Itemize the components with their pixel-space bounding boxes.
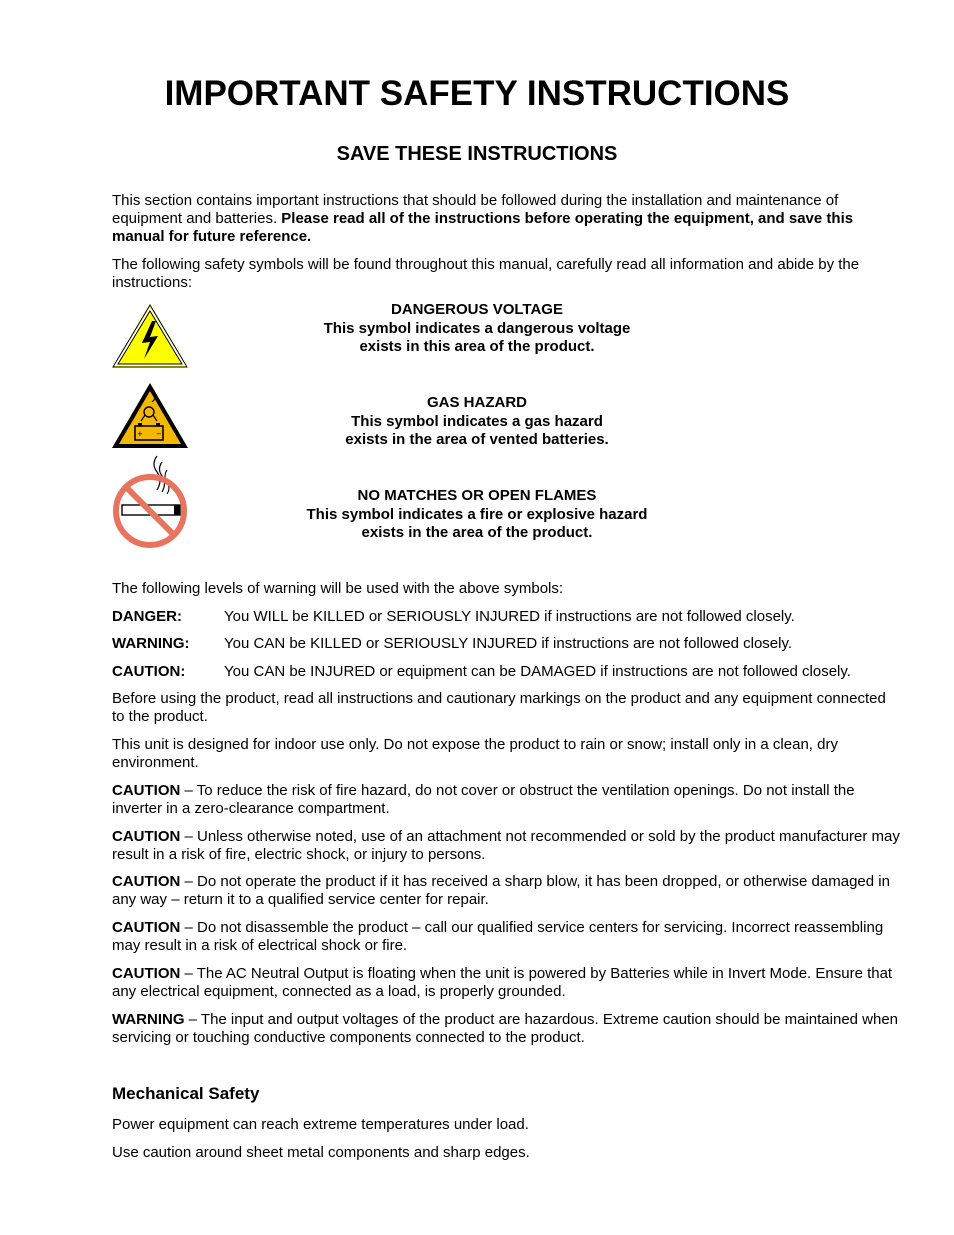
caution-paragraph (112, 782, 902, 818)
symbol-line: This symbol indicates a fire or explosive hazard (306, 505, 648, 523)
paragraph-text: – Unless otherwise noted, use of an attachment not recommended or sold by the product manufacturer may result in a risk of fire, electric shock, or injury to persons. (112, 828, 900, 863)
mechanical-paragraph: Power equipment can reach extreme temperatures under load. (112, 1116, 529, 1133)
paragraph-text: – The input and output voltages of the product are hazardous. Extreme caution should be maintained when servicing or touching conductive components connected to the product. (112, 1011, 899, 1046)
symbol-title: NO MATCHES OR OPEN FLAMES (357, 487, 597, 504)
gas-hazard-icon (112, 382, 190, 455)
intro-paragraph (112, 192, 902, 246)
mechanical-safety-heading: Mechanical Safety (112, 1084, 260, 1103)
paragraph-text: This unit is designed for indoor use only. Do not expose the product to rain or snow; install only in a clean, dry environment. (112, 736, 838, 771)
symbol-line: exists in this area of the product. (359, 338, 595, 355)
no-smoking-icon (112, 452, 190, 557)
symbol-line: This symbol indicates a gas hazard (351, 412, 603, 430)
intro-bold: Please read all of the instructions before operating the equipment, and save this manual for future reference. (112, 210, 854, 245)
caution-lead: CAUTION (112, 873, 181, 890)
level-text: You WILL be KILLED or SERIOUSLY INJURED if instructions are not followed closely. (224, 608, 795, 625)
mechanical-paragraph: Use caution around sheet metal components and sharp edges. (112, 1144, 530, 1161)
symbol-dangerous-voltage (242, 301, 712, 357)
level-caution (112, 663, 902, 681)
intro-text: This section contains important instructions that should be followed during the installation and maintenance of equipment and batteries. (112, 192, 839, 227)
caution-lead: CAUTION (112, 828, 181, 845)
page-title: IMPORTANT SAFETY INSTRUCTIONS (164, 74, 790, 113)
symbol-line: This symbol indicates a dangerous voltage (323, 319, 631, 337)
symbol-line: exists in the area of the product. (361, 524, 593, 541)
high-voltage-warning-icon (112, 303, 190, 374)
paragraph (112, 736, 902, 772)
caution-paragraph (112, 965, 902, 1001)
level-key: CAUTION: (112, 663, 186, 680)
level-warning (112, 635, 902, 653)
paragraph-text: Before using the product, read all instructions and cautionary markings on the product and any equipment connected to the product. (112, 690, 886, 725)
level-key: DANGER: (112, 608, 182, 625)
symbols-intro: The following safety symbols will be found throughout this manual, carefully read all information and abide by the instructions: (112, 256, 860, 291)
caution-paragraph (112, 919, 902, 955)
paragraph-text: – To reduce the risk of fire hazard, do not cover or obstruct the ventilation openings. Do not install the inverter in a zero-clearance compartment. (112, 782, 855, 817)
paragraph (112, 690, 902, 726)
level-key: WARNING: (112, 635, 190, 652)
paragraph-text: – Do not disassemble the product – call our qualified service centers for servicing. Incorrect reassembling may result in a risk of electrical shock or fire. (112, 919, 884, 954)
level-danger (112, 608, 902, 626)
level-text: You CAN be INJURED or equipment can be DAMAGED if instructions are not followed closely. (224, 663, 851, 680)
caution-lead: CAUTION (112, 965, 181, 982)
warning-lead: WARNING (112, 1011, 185, 1028)
paragraph-text: – Do not operate the product if it has received a sharp blow, it has been dropped, or otherwise damaged in any way – return it to a qualified service center for repair. (112, 873, 890, 908)
symbol-no-matches (242, 487, 712, 543)
symbol-gas-hazard (242, 394, 712, 450)
symbol-title: DANGEROUS VOLTAGE (391, 301, 563, 318)
caution-lead: CAUTION (112, 782, 181, 799)
level-text: You CAN be KILLED or SERIOUSLY INJURED if instructions are not followed closely. (224, 635, 793, 652)
svg-text:−: − (156, 430, 162, 438)
page-subtitle: SAVE THESE INSTRUCTIONS (336, 143, 618, 165)
symbol-title: GAS HAZARD (427, 394, 527, 411)
paragraph-text: – The AC Neutral Output is floating when the unit is powered by Batteries while in Invert Mode. Ensure that any electrical equipment, connected as a load, is properly grounded. (112, 965, 893, 1000)
warning-paragraph (112, 1011, 902, 1047)
levels-intro: The following levels of warning will be used with the above symbols: (112, 580, 564, 597)
caution-lead: CAUTION (112, 919, 181, 936)
symbol-line: exists in the area of vented batteries. (345, 431, 609, 448)
svg-text:+: + (137, 430, 143, 438)
caution-paragraph (112, 828, 902, 864)
caution-paragraph (112, 873, 902, 909)
